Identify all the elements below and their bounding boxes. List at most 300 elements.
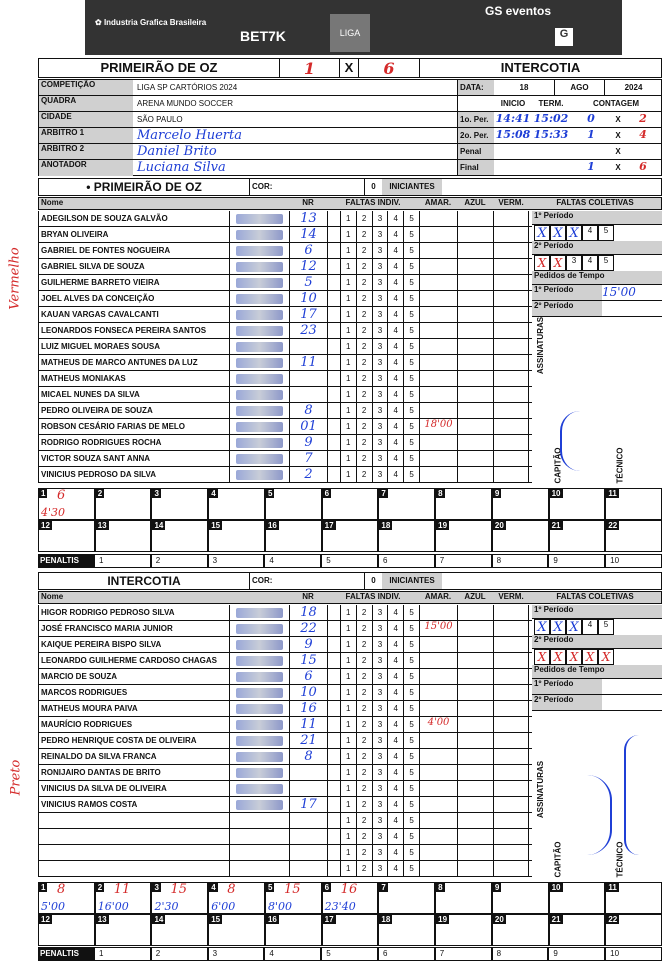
foul-box: 3 xyxy=(372,781,388,796)
goal-index: 12 xyxy=(41,521,50,530)
player-red xyxy=(493,211,529,226)
goal-index: 10 xyxy=(551,489,561,498)
goal-time: 8'00 xyxy=(267,900,292,913)
goal-cell xyxy=(435,488,492,520)
player-red xyxy=(493,323,529,338)
goal-cell xyxy=(605,914,662,946)
team-a-roster xyxy=(38,211,532,483)
foul-box: 1 xyxy=(340,749,356,764)
team-a-goals xyxy=(38,488,662,552)
goal-cell xyxy=(151,914,208,946)
foul-box: 4 xyxy=(387,701,403,716)
goal-scorer: 11 xyxy=(113,882,131,897)
foul-box: 2 xyxy=(356,435,372,450)
foul-spacer xyxy=(328,781,340,796)
penalty-cell: 3 xyxy=(208,554,265,568)
foul-box: 2 xyxy=(356,749,372,764)
goal-cell xyxy=(208,488,265,520)
player-red xyxy=(493,227,529,242)
foul-box: 1 xyxy=(340,307,356,322)
foul-mark: X xyxy=(582,649,598,665)
foul-box: 2 xyxy=(356,861,372,876)
player-red xyxy=(493,371,529,386)
player-id-blurred xyxy=(229,323,289,338)
foul-box: 1 xyxy=(340,275,356,290)
goal-cell xyxy=(265,520,322,552)
player-id-blurred xyxy=(229,435,289,450)
blur-box xyxy=(236,262,283,272)
player-yellow xyxy=(419,861,457,876)
goal-index: 19 xyxy=(438,521,448,530)
goal-index: 22 xyxy=(608,521,618,530)
player-red xyxy=(493,419,529,434)
goal-time: 16'00 xyxy=(97,900,129,913)
player-row xyxy=(38,307,532,323)
foul-box: 2 xyxy=(356,419,372,434)
foul-box: 2 xyxy=(356,291,372,306)
arbitro1-label: ARBITRO 1 xyxy=(39,128,133,143)
foul-box: 4 xyxy=(387,813,403,828)
team-a-side-note: Vermelho xyxy=(7,247,23,310)
date-month: AGO xyxy=(554,80,604,95)
blur-box xyxy=(236,768,283,778)
foul-mark: X xyxy=(534,619,550,635)
player-id-blurred xyxy=(229,701,289,716)
foul-box: 5 xyxy=(403,323,419,338)
team-b-iniciantes-box: 0 xyxy=(364,573,382,589)
player-blue xyxy=(457,653,493,668)
player-number: 21 xyxy=(289,733,327,748)
team-b-roster xyxy=(38,605,532,877)
foul-box: 4 xyxy=(387,211,403,226)
foul-box: 1 xyxy=(340,339,356,354)
player-number xyxy=(289,371,327,386)
penalty-cell: 1 xyxy=(94,947,151,961)
player-blue xyxy=(457,749,493,764)
player-name: MATHEUS DE MARCO ANTUNES DA LUZ xyxy=(41,358,198,367)
foul-box: 1 xyxy=(340,355,356,370)
period-score-b: 4 xyxy=(639,128,647,141)
period-term xyxy=(532,160,570,175)
team-b-goals xyxy=(38,882,662,946)
goal-cell xyxy=(265,488,322,520)
arbitro2-value: Daniel Brito xyxy=(137,144,217,159)
foul-box: 3 xyxy=(372,797,388,812)
foul-spacer xyxy=(328,797,340,812)
goal-index: 4 xyxy=(211,489,216,498)
player-id-blurred xyxy=(229,669,289,684)
goal-cell xyxy=(322,488,379,520)
date-year: 2024 xyxy=(604,80,662,95)
player-fouls xyxy=(327,845,419,860)
foul-box: 3 xyxy=(372,765,388,780)
player-row xyxy=(38,291,532,307)
player-fouls xyxy=(327,637,419,652)
foul-box: 2 xyxy=(356,701,372,716)
player-yellow xyxy=(419,291,457,306)
foul-box: 4 xyxy=(387,243,403,258)
foul-spacer xyxy=(328,355,340,370)
foul-spacer xyxy=(328,291,340,306)
foul-box: 1 xyxy=(340,653,356,668)
team-b-pedido-p2 xyxy=(602,695,662,710)
period-x: X xyxy=(615,147,621,156)
player-row xyxy=(38,653,532,669)
goal-index: 7 xyxy=(381,489,386,498)
col-faltas: FALTAS INDIV. xyxy=(345,592,401,601)
player-fouls xyxy=(327,211,419,226)
foul-mark: X xyxy=(550,225,566,241)
foul-spacer xyxy=(328,861,340,876)
competicao-value: LIGA SP CARTÓRIOS 2024 xyxy=(137,83,238,92)
player-blue xyxy=(457,451,493,466)
period-label: 2o. Per. xyxy=(458,128,494,143)
date-day: 18 xyxy=(519,83,529,92)
period-inicio xyxy=(494,160,532,175)
foul-box: 4 xyxy=(387,829,403,844)
foul-box: 5 xyxy=(403,451,419,466)
goal-cell xyxy=(208,882,265,914)
goal-cell xyxy=(435,882,492,914)
team-b-title: INTERCOTIA xyxy=(107,574,181,588)
foul-spacer xyxy=(328,275,340,290)
goal-cell xyxy=(322,882,379,914)
foul-box: 3 xyxy=(372,307,388,322)
foul-box: 5 xyxy=(403,813,419,828)
foul-box: 2 xyxy=(356,371,372,386)
period-x: X xyxy=(615,115,621,124)
player-id-blurred xyxy=(229,829,289,844)
goal-cell xyxy=(95,488,152,520)
foul-box: 5 xyxy=(403,797,419,812)
player-name: HIGOR RODRIGO PEDROSO SILVA xyxy=(41,608,175,617)
sponsor-logo-g: G xyxy=(555,28,573,46)
player-name: PEDRO OLIVEIRA DE SOUZA xyxy=(41,406,153,415)
player-blue xyxy=(457,371,493,386)
team-a-pedido-p1-label: 1º Período xyxy=(532,285,602,300)
goal-cell xyxy=(95,520,152,552)
goal-index: 17 xyxy=(324,915,334,924)
foul-box: 1 xyxy=(340,685,356,700)
goal-scorer: 6 xyxy=(57,488,66,503)
period-x: X xyxy=(615,131,621,140)
player-fouls xyxy=(327,307,419,322)
player-fouls xyxy=(327,861,419,876)
goal-index: 9 xyxy=(494,489,500,498)
player-fouls xyxy=(327,451,419,466)
foul-box: 1 xyxy=(340,765,356,780)
player-row xyxy=(38,211,532,227)
team-a-tecnico: TÉCNICO xyxy=(615,447,625,484)
penalty-cell: 5 xyxy=(321,554,378,568)
penalty-cell: 10 xyxy=(605,947,662,961)
goal-cell xyxy=(549,882,606,914)
foul-box: 5 xyxy=(598,619,614,635)
foul-box: 3 xyxy=(372,387,388,402)
period-row xyxy=(458,144,662,160)
foul-box: 5 xyxy=(403,435,419,450)
foul-spacer xyxy=(328,451,340,466)
player-blue xyxy=(457,765,493,780)
goal-cell xyxy=(549,488,606,520)
player-yellow xyxy=(419,845,457,860)
player-row xyxy=(38,717,532,733)
foul-box: 1 xyxy=(340,813,356,828)
player-fouls xyxy=(327,435,419,450)
foul-mark: X xyxy=(566,649,582,665)
player-name: RODRIGO RODRIGUES ROCHA xyxy=(41,438,162,447)
foul-box: 4 xyxy=(387,797,403,812)
foul-box: 4 xyxy=(387,403,403,418)
team-a-iniciantes-label: INICIANTES xyxy=(382,179,442,195)
blur-box xyxy=(236,608,283,618)
foul-box: 2 xyxy=(356,275,372,290)
player-number xyxy=(289,339,327,354)
foul-box: 5 xyxy=(403,701,419,716)
foul-box: 1 xyxy=(340,243,356,258)
team-a-p1-label: 1º Período xyxy=(532,211,662,225)
team-b-p2-label: 2º Período xyxy=(532,635,662,649)
player-number xyxy=(289,781,327,796)
score-separator: X xyxy=(339,59,359,77)
blur-box xyxy=(236,672,283,682)
player-row xyxy=(38,355,532,371)
period-row xyxy=(458,160,662,176)
player-fouls xyxy=(327,605,419,620)
player-number: 6 xyxy=(289,669,327,684)
foul-box: 3 xyxy=(372,227,388,242)
team-b-assinaturas: ASSINATURAS xyxy=(536,760,546,819)
goal-index: 7 xyxy=(381,883,386,892)
foul-box: 3 xyxy=(372,733,388,748)
goal-index: 8 xyxy=(438,883,443,892)
player-number xyxy=(289,813,327,828)
penaltis-label: PENALTIS xyxy=(38,554,94,568)
team-b-coach-signature xyxy=(624,735,654,855)
goal-scorer: 15 xyxy=(170,882,188,897)
player-number xyxy=(289,829,327,844)
player-blue xyxy=(457,243,493,258)
player-fouls xyxy=(327,765,419,780)
team-a-p2-label: 2º Período xyxy=(532,241,662,255)
foul-box: 4 xyxy=(387,669,403,684)
foul-box: 5 xyxy=(403,355,419,370)
foul-box: 4 xyxy=(387,717,403,732)
team-b-captain-signature xyxy=(562,775,612,855)
foul-box: 3 xyxy=(372,637,388,652)
foul-box: 5 xyxy=(403,733,419,748)
foul-box: 4 xyxy=(387,259,403,274)
goals-row xyxy=(38,914,662,946)
goal-index: 5 xyxy=(267,489,273,498)
player-id-blurred xyxy=(229,355,289,370)
date-time-box xyxy=(457,80,662,176)
foul-box: 5 xyxy=(403,387,419,402)
period-score-b xyxy=(624,144,662,159)
player-red xyxy=(493,797,529,812)
foul-box: 5 xyxy=(403,669,419,684)
player-fouls xyxy=(327,733,419,748)
penalty-cell: 5 xyxy=(321,947,378,961)
foul-box: 1 xyxy=(340,387,356,402)
player-yellow xyxy=(419,765,457,780)
goal-cell xyxy=(208,520,265,552)
player-fouls xyxy=(327,797,419,812)
foul-box: 3 xyxy=(372,403,388,418)
player-fouls xyxy=(327,669,419,684)
foul-box: 5 xyxy=(403,605,419,620)
player-red xyxy=(493,717,529,732)
player-id-blurred xyxy=(229,387,289,402)
foul-spacer xyxy=(328,307,340,322)
player-name: GABRIEL DE FONTES NOGUEIRA xyxy=(41,246,171,255)
foul-mark: X xyxy=(566,619,582,635)
goal-cell xyxy=(208,914,265,946)
foul-box: 5 xyxy=(403,829,419,844)
player-name xyxy=(39,845,229,860)
foul-box: 5 xyxy=(403,781,419,796)
player-row xyxy=(38,685,532,701)
foul-box: 2 xyxy=(356,669,372,684)
goal-cell xyxy=(378,882,435,914)
foul-box: 1 xyxy=(340,717,356,732)
player-blue xyxy=(457,259,493,274)
player-id-blurred xyxy=(229,403,289,418)
goal-cell xyxy=(265,882,322,914)
player-row xyxy=(38,829,532,845)
foul-box: 3 xyxy=(372,701,388,716)
goal-cell xyxy=(151,882,208,914)
foul-box: 4 xyxy=(387,845,403,860)
data-label: DATA: xyxy=(458,80,494,95)
team-b-capitao: CAPITÃO xyxy=(553,841,563,878)
foul-box: 5 xyxy=(403,845,419,860)
foul-spacer xyxy=(328,467,340,482)
goal-index: 4 xyxy=(211,883,216,892)
player-number: 23 xyxy=(289,323,327,338)
score-a: 1 xyxy=(279,59,339,77)
goal-cell xyxy=(435,520,492,552)
player-row xyxy=(38,621,532,637)
period-score-a: 1 xyxy=(587,160,595,173)
player-yellow: 18'00 xyxy=(419,419,457,434)
player-name: MATHEUS MOURA PAIVA xyxy=(41,704,138,713)
goals-row xyxy=(38,488,662,520)
player-id-blurred xyxy=(229,371,289,386)
player-row xyxy=(38,669,532,685)
blur-box xyxy=(236,374,283,384)
foul-box: 5 xyxy=(598,255,614,271)
blur-box xyxy=(236,294,283,304)
team-b-pedido-p1 xyxy=(602,679,662,694)
goal-cell xyxy=(492,914,549,946)
player-yellow xyxy=(419,605,457,620)
foul-spacer xyxy=(328,701,340,716)
player-name: VICTOR SOUZA SANT ANNA xyxy=(41,454,151,463)
player-fouls xyxy=(327,717,419,732)
player-red xyxy=(493,259,529,274)
penalty-cell: 7 xyxy=(435,947,492,961)
player-blue xyxy=(457,355,493,370)
player-id-blurred xyxy=(229,307,289,322)
foul-box: 1 xyxy=(340,435,356,450)
foul-box: 1 xyxy=(340,669,356,684)
foul-spacer xyxy=(328,403,340,418)
foul-box: 3 xyxy=(372,275,388,290)
player-yellow xyxy=(419,307,457,322)
player-name: RONIJAIRO DANTAS DE BRITO xyxy=(41,768,161,777)
goal-index: 20 xyxy=(494,521,504,530)
foul-box: 5 xyxy=(598,225,614,241)
goal-index: 3 xyxy=(154,489,159,498)
player-name: ROBSON CESÁRIO FARIAS DE MELO xyxy=(41,422,186,431)
foul-box: 5 xyxy=(403,419,419,434)
period-row xyxy=(458,112,662,128)
player-row xyxy=(38,467,532,483)
player-red xyxy=(493,467,529,482)
foul-spacer xyxy=(328,829,340,844)
goal-index: 6 xyxy=(324,883,330,892)
match-header xyxy=(38,58,662,78)
player-blue xyxy=(457,467,493,482)
player-number: 13 xyxy=(289,211,327,226)
player-id-blurred xyxy=(229,733,289,748)
player-yellow xyxy=(419,749,457,764)
player-red xyxy=(493,275,529,290)
blur-box xyxy=(236,688,283,698)
team-a-cor-value xyxy=(325,179,364,195)
player-red xyxy=(493,861,529,876)
player-fouls xyxy=(327,829,419,844)
foul-box: 4 xyxy=(387,371,403,386)
team-b-side-note: Preto xyxy=(8,759,24,796)
team-a-pedido-p1: 15'00 xyxy=(602,285,636,299)
foul-box: 4 xyxy=(387,355,403,370)
player-blue xyxy=(457,733,493,748)
player-id-blurred xyxy=(229,749,289,764)
period-x: X xyxy=(615,163,621,172)
player-number: 6 xyxy=(289,243,327,258)
goal-time: 23'40 xyxy=(324,900,356,913)
foul-box: 3 xyxy=(372,451,388,466)
foul-box: 4 xyxy=(387,339,403,354)
player-blue xyxy=(457,845,493,860)
player-id-blurred xyxy=(229,685,289,700)
penalty-cell: 4 xyxy=(264,947,321,961)
goal-index: 15 xyxy=(211,521,221,530)
foul-box: 3 xyxy=(372,371,388,386)
info-block xyxy=(38,79,662,176)
goal-index: 9 xyxy=(494,883,500,892)
player-fouls xyxy=(327,387,419,402)
foul-box: 2 xyxy=(356,227,372,242)
sponsor-logo-grafica: ✿ Industria Grafica Brasileira xyxy=(95,18,207,27)
player-yellow xyxy=(419,323,457,338)
foul-box: 3 xyxy=(372,717,388,732)
foul-box: 5 xyxy=(403,259,419,274)
team-a-pedido-p2-label: 2º Período xyxy=(532,301,602,316)
foul-box: 5 xyxy=(403,371,419,386)
foul-box: 4 xyxy=(387,451,403,466)
goal-index: 10 xyxy=(551,883,561,892)
player-number: 17 xyxy=(289,797,327,812)
goals-row xyxy=(38,882,662,914)
foul-box: 4 xyxy=(387,781,403,796)
foul-box: 4 xyxy=(582,255,598,271)
foul-box: 1 xyxy=(340,701,356,716)
foul-box: 2 xyxy=(356,685,372,700)
period-label: 1o. Per. xyxy=(458,112,494,127)
